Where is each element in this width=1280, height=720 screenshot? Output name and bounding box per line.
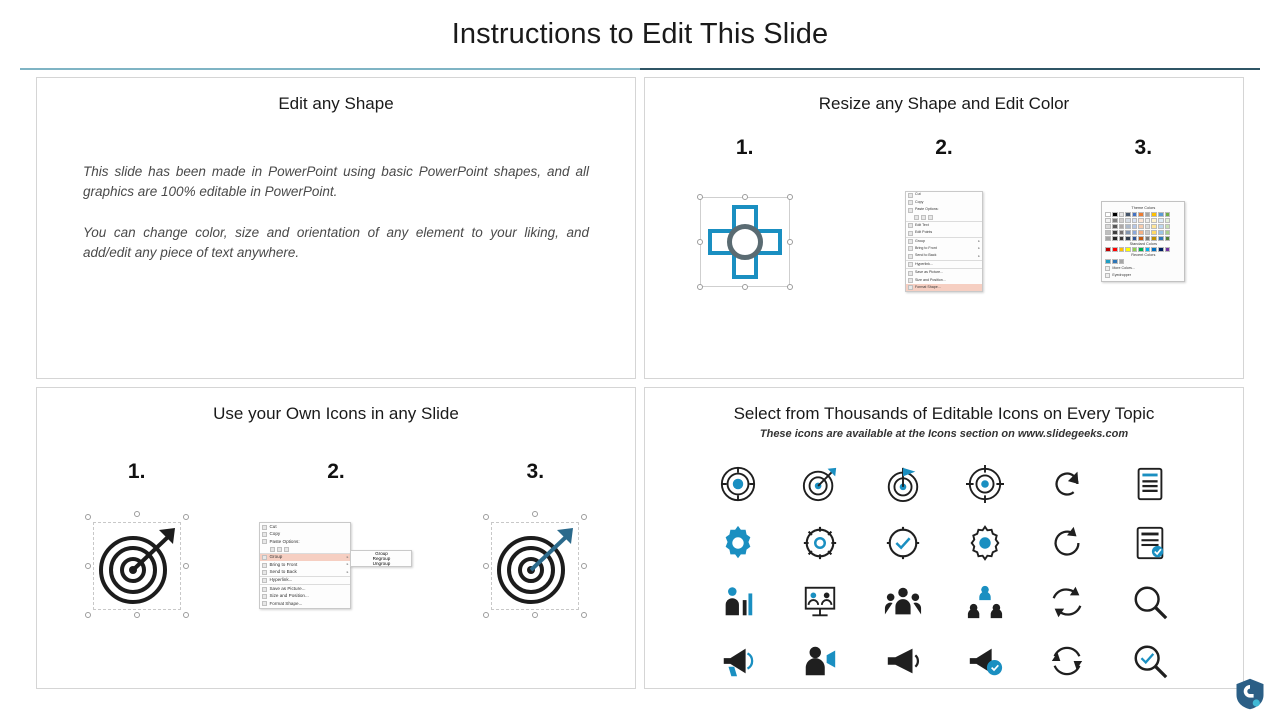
card-resize-shape xyxy=(644,77,1244,379)
menu-item[interactable]: Cut xyxy=(906,192,982,199)
edit-shape-paragraph-2: You can change color, size and orientation of any element to your liking, and add/edit any piece of text anywhere. xyxy=(83,225,589,260)
menu-item[interactable]: Save as Picture... xyxy=(260,584,350,592)
resize-steps xyxy=(645,136,1243,309)
card-title: Edit any Shape xyxy=(278,94,394,113)
checklist-icon[interactable] xyxy=(1131,524,1169,562)
menu-item[interactable]: Paste Options: xyxy=(906,206,982,213)
gear-check-icon[interactable] xyxy=(884,524,922,562)
menu-item[interactable]: Send to Back ▸ xyxy=(906,253,982,260)
menu-item[interactable]: Bring to Front ▸ xyxy=(906,245,982,252)
menu-item[interactable]: Edit Points xyxy=(906,229,982,236)
step-number: 1. xyxy=(127,460,146,483)
document-list-icon[interactable] xyxy=(1131,465,1169,503)
group-context-menu[interactable] xyxy=(259,522,351,608)
resize-step-2 xyxy=(849,136,1039,309)
card-editable-icons xyxy=(644,387,1244,689)
title-divider xyxy=(20,68,1260,70)
loudspeaker-icon[interactable] xyxy=(884,642,922,680)
menu-item[interactable]: Paste Options: xyxy=(260,538,350,545)
own-icons-step-1 xyxy=(42,460,232,633)
menu-item[interactable]: Send to Back ▸ xyxy=(260,569,350,576)
megaphone-icon[interactable] xyxy=(719,642,757,680)
recent-colors-label: Recent Colors xyxy=(1131,253,1156,258)
color-picker-art xyxy=(1048,174,1238,309)
crosshair-icon[interactable] xyxy=(966,465,1004,503)
own-icons-step-2 xyxy=(241,460,431,633)
page-title: Instructions to Edit This Slide xyxy=(451,18,829,50)
menu-item[interactable]: Copy xyxy=(906,199,982,206)
menu-item[interactable]: Bring to Front ▸ xyxy=(260,561,350,568)
card-subtitle: These icons are available at the Icons section on www.slidegeeks.com xyxy=(759,428,1129,440)
own-icons-step-3 xyxy=(440,460,630,633)
group-menu-art xyxy=(241,498,431,633)
target-selected-art xyxy=(42,498,232,633)
brand-logo xyxy=(1232,676,1268,712)
target-arrow-icon[interactable] xyxy=(801,465,839,503)
group-submenu[interactable] xyxy=(350,550,412,567)
refresh-arrow-icon[interactable] xyxy=(1048,465,1086,503)
standard-colors-label: Standard Colors xyxy=(1129,241,1158,246)
person-chart-icon[interactable] xyxy=(719,583,757,621)
eyedropper-item[interactable]: Eyedropper xyxy=(1105,273,1181,278)
menu-item-highlighted[interactable]: Group ▸ xyxy=(260,553,350,561)
step-number: 1. xyxy=(735,136,754,159)
menu-item[interactable]: Copy xyxy=(260,531,350,538)
menu-item[interactable]: Hyperlink... xyxy=(260,576,350,584)
menu-item[interactable]: Edit Text xyxy=(906,221,982,229)
menu-item-highlighted[interactable]: Format Shape... xyxy=(906,284,982,291)
theme-colors-label: Theme Colors xyxy=(1131,206,1156,211)
cycle-arrows-icon[interactable] xyxy=(1048,583,1086,621)
magnifier-icon[interactable] xyxy=(1131,583,1169,621)
card-title: Use your Own Icons in any Slide xyxy=(213,404,459,423)
target-icon[interactable] xyxy=(719,465,757,503)
gear-outline-icon[interactable] xyxy=(801,524,839,562)
context-menu[interactable] xyxy=(905,191,983,293)
gear-filled-icon[interactable] xyxy=(719,524,757,562)
menu-item[interactable]: Hyperlink... xyxy=(906,260,982,268)
edit-shape-paragraph-1: This slide has been made in PowerPoint using basic PowerPoint shapes, and all graphics are 100% editable in PowerPoint. xyxy=(83,164,589,199)
card-title: Select from Thousands of Editable Icons on Every Topic xyxy=(733,404,1155,423)
submenu-item-highlighted[interactable]: Ungroup xyxy=(372,561,391,567)
target-recolored-art xyxy=(440,498,630,633)
standard-swatch-row[interactable] xyxy=(1105,247,1181,252)
resize-step-3 xyxy=(1048,136,1238,309)
menu-item[interactable]: Group ▸ xyxy=(906,237,982,245)
shape-with-handles-art xyxy=(650,174,840,309)
submenu-item[interactable]: Group xyxy=(375,551,388,557)
context-menu-art xyxy=(849,174,1039,309)
menu-item[interactable]: Cut xyxy=(260,523,350,530)
card-edit-any-shape xyxy=(36,77,636,379)
rotate-icon[interactable] xyxy=(1048,524,1086,562)
gear-settings-icon[interactable] xyxy=(966,524,1004,562)
own-icons-steps xyxy=(37,460,635,633)
submenu-item[interactable]: Regroup xyxy=(372,556,391,562)
circular-arrows-icon[interactable] xyxy=(1048,642,1086,680)
menu-item[interactable]: Size and Position... xyxy=(260,593,350,600)
more-colors-item[interactable]: More Colors... xyxy=(1105,266,1181,271)
person-speaker-icon[interactable] xyxy=(801,642,839,680)
step-number: 2. xyxy=(327,460,345,483)
card-title: Resize any Shape and Edit Color xyxy=(818,94,1070,113)
step-number: 2. xyxy=(935,136,953,159)
target-flag-icon[interactable] xyxy=(884,465,922,503)
group-people-icon[interactable] xyxy=(884,583,922,621)
menu-item[interactable]: Save as Picture... xyxy=(906,268,982,276)
recent-swatch-row[interactable] xyxy=(1105,259,1181,264)
step-number: 3. xyxy=(526,460,545,483)
team-network-icon[interactable] xyxy=(966,583,1004,621)
search-check-icon[interactable] xyxy=(1131,642,1169,680)
announcement-icon[interactable] xyxy=(966,642,1004,680)
theme-swatch-row[interactable] xyxy=(1105,212,1181,217)
menu-item[interactable]: Format Shape... xyxy=(260,600,350,607)
resize-step-1 xyxy=(650,136,840,309)
menu-item[interactable]: Size and Position... xyxy=(906,277,982,284)
color-picker[interactable] xyxy=(1101,201,1185,282)
team-board-icon[interactable] xyxy=(801,583,839,621)
instruction-cards-grid xyxy=(36,77,1244,695)
icon-gallery xyxy=(697,454,1191,689)
step-number: 3. xyxy=(1134,136,1153,159)
card-own-icons xyxy=(36,387,636,689)
